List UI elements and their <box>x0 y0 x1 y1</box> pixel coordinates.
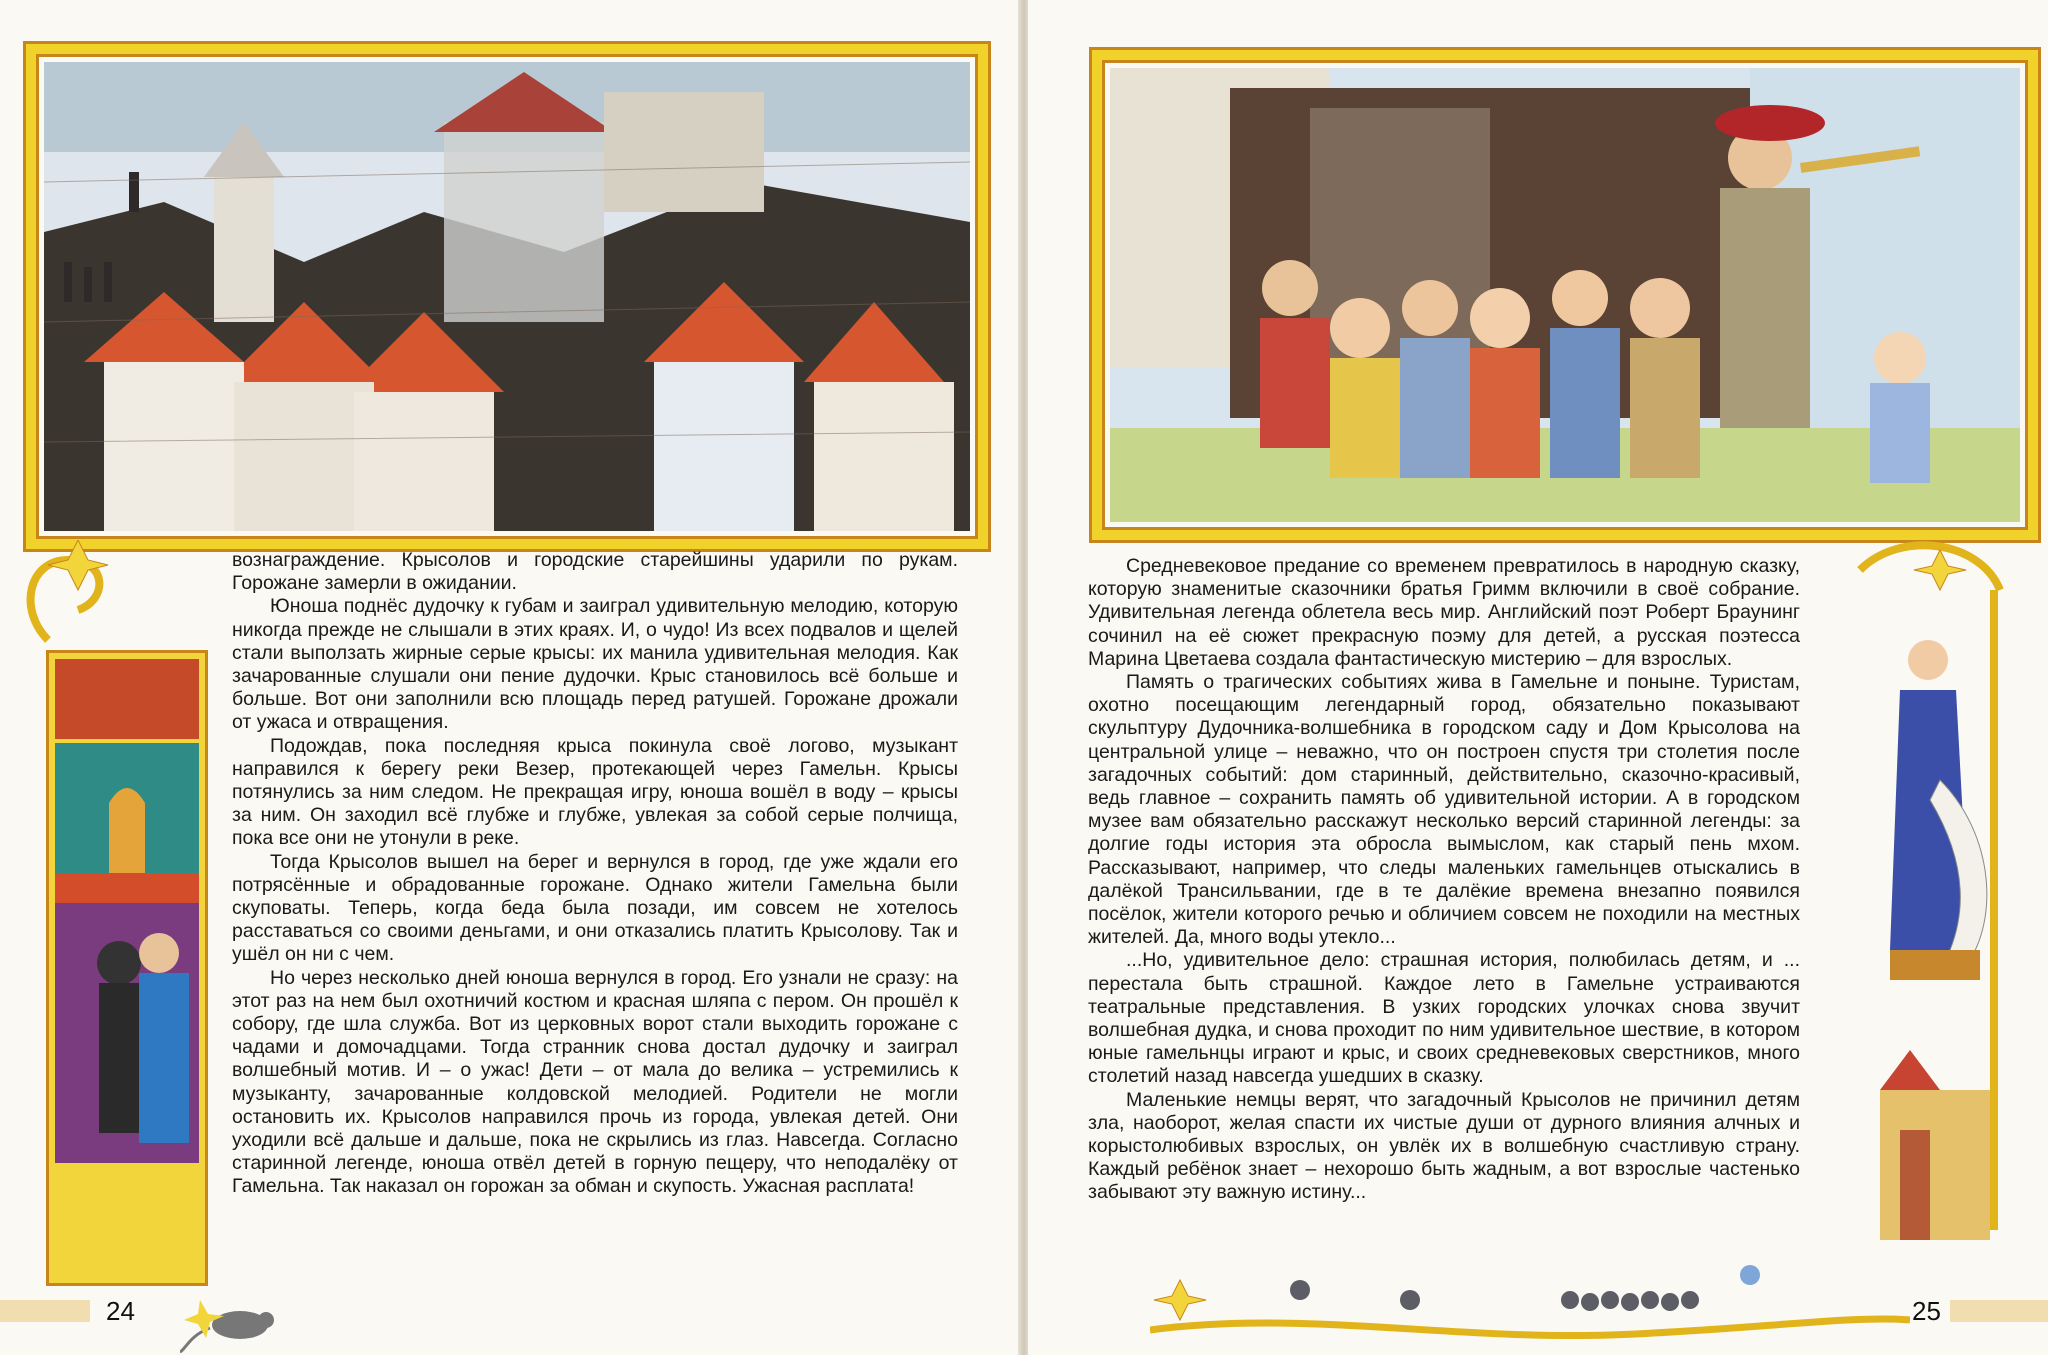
right-page-band <box>1950 1300 2048 1322</box>
left-page-band <box>0 1300 90 1322</box>
paragraph: Маленькие немцы верят, что загадочный Крысолов не причинил детям зла, наоборот, желая спасти их чистые души от дурного влияния алчных и корыстолюбивых взрослых, он увлёк их в волшебную счастливую страну. Каждый ребёнок знает – нехорошо быть жадным, а вот взрослые частенько забывают эту важную истину... <box>1088 1088 1800 1204</box>
piper-drawing <box>1110 68 2020 522</box>
rat-with-flourish-icon <box>180 1280 280 1355</box>
left-page-text <box>232 549 958 1199</box>
page-number-left: 24 <box>106 1296 135 1326</box>
medieval-town-rats-illustration <box>44 62 970 531</box>
paragraph: вознаграждение. Крысолов и городские старейшины ударили по рукам. Горожане замерли в ожидании. <box>232 549 958 595</box>
town-drawing <box>44 62 970 531</box>
paragraph: Юноша поднёс дудочку к губам и заиграл удивительную мелодию, которую никогда прежде не слышали в этих краях. И, о чудо! Из всех подвалов и щелей стали выползать жирные серые крысы: их манила удивительная мелодия. Как зачарованные слушали они пение дудочки. Крыс становилось всё больше и больше. Вот они заполнили всю площадь перед ратушей. Горожане дрожали от ужаса и отвращения. <box>232 595 958 734</box>
paragraph: Тогда Крысолов вышел на берег и вернулся в город, где уже ждали его потрясённые и обрадованные горожане. Однако жители Гамельна были скуповаты. Теперь, когда беда была позади, им совсем не хотелось расставаться со своими деньгами, и они отказались платить Крысолову. Так и ушёл он ни с чем. <box>232 850 958 966</box>
paragraph: Подождав, пока последняя крыса покинула своё логово, музыкант направился к берегу реки Везер, протекающей через Гамельн. Крысы потянулись за ним следом. Не прекращая игру, юноша вошёл в воду – крысы за ним. Он заходил всё глубже и глубже, увлекая за собой серые полчища, пока все они не утонули в реке. <box>232 734 958 850</box>
town-illustration-frame <box>26 44 988 549</box>
piper-illustration-frame <box>1092 50 2038 540</box>
lady-with-scroll-margin-illustration <box>1840 530 2040 1290</box>
left-margin-border <box>46 650 208 1286</box>
paragraph: Средневековое предание со временем превратилось в народную сказку, которую знаменитые сказочники братья Гримм включили в своё собрание. Удивительная легенда облетела весь мир. Английский поэт Роберт Браунинг сочинил на её сюжет прекрасную поэму для детей, а русская поэтесса Марина Цветаева создала фантастическую мистерию – для взрослых. <box>1088 555 1800 670</box>
paragraph: ...Но, удивительное дело: страшная история, полюбилась детям, и ... перестала быть страшной. Каждое лето в Гамельне устраиваются театральные представления. В узких городских улочках снова звучит волшебная дудка, и снова проходит по ним удивительное шествие, в котором юные гамельнцы играют и крыс, и своих средневековых сверстников, много столетий назад навсегда ушедших в сказку. <box>1088 949 1800 1088</box>
left-corner-flourish <box>18 540 138 650</box>
paragraph: Память о трагических событиях жива в Гамельне и поныне. Туристам, охотно посещающим легендарный город, обязательно показывают скульптуру Дудочника-волшебника в городском саду и Дом Крысолова на центральной улице – неважно, что он построен спустя три столетия после загадочных событий: дом старинный, действительно, сказочно-красивый, ведь главное – сохранить память об удивительной истории. А в городском музее вам обязательно расскажут несколько версий старинной легенды: за долгие годы история эта обросла вымыслом, как старый пень мхом. Рассказывают, например, что следы маленьких гамельнцев отыскались в далёкой Трансильвании, где в те далёкие времена внезапно появился посёлок, жители которого речью и обличием совсем не походили на местных жителей. Да, много воды утекло... <box>1088 671 1800 949</box>
pied-piper-children-illustration <box>1110 68 2020 522</box>
knight-and-lady-margin-illustration <box>49 653 205 1283</box>
procession-of-rats-illustration <box>1150 1260 1910 1355</box>
paragraph: Но через несколько дней юноша вернулся в город. Его узнали не сразу: на этот раз на нем был охотничий костюм и красная шляпа с пером. Он прошёл к собору, где шла служба. Вот из церковных ворот стали выходить горожане с чадами и домочадцами. Тогда странник снова достал дудочку и заиграл волшебный мотив. И – о ужас! Дети – от мала до велика – устремились к музыканту, зачарованные колдовской мелодией. Родители не могли остановить их. Крысолов направился прочь из города, увлекая детей. Они уходили всё дальше и дальше, пока не скрылись из глаз. Навсегда. Согласно старинной легенде, юноша отвёл детей в горную пещеру, что неподалёку от Гамельна. Так наказал он горожан за обман и скупость. Ужасная расплата! <box>232 966 958 1198</box>
right-page-text <box>1088 555 1800 1205</box>
page-number-right: 25 <box>1912 1296 1941 1326</box>
